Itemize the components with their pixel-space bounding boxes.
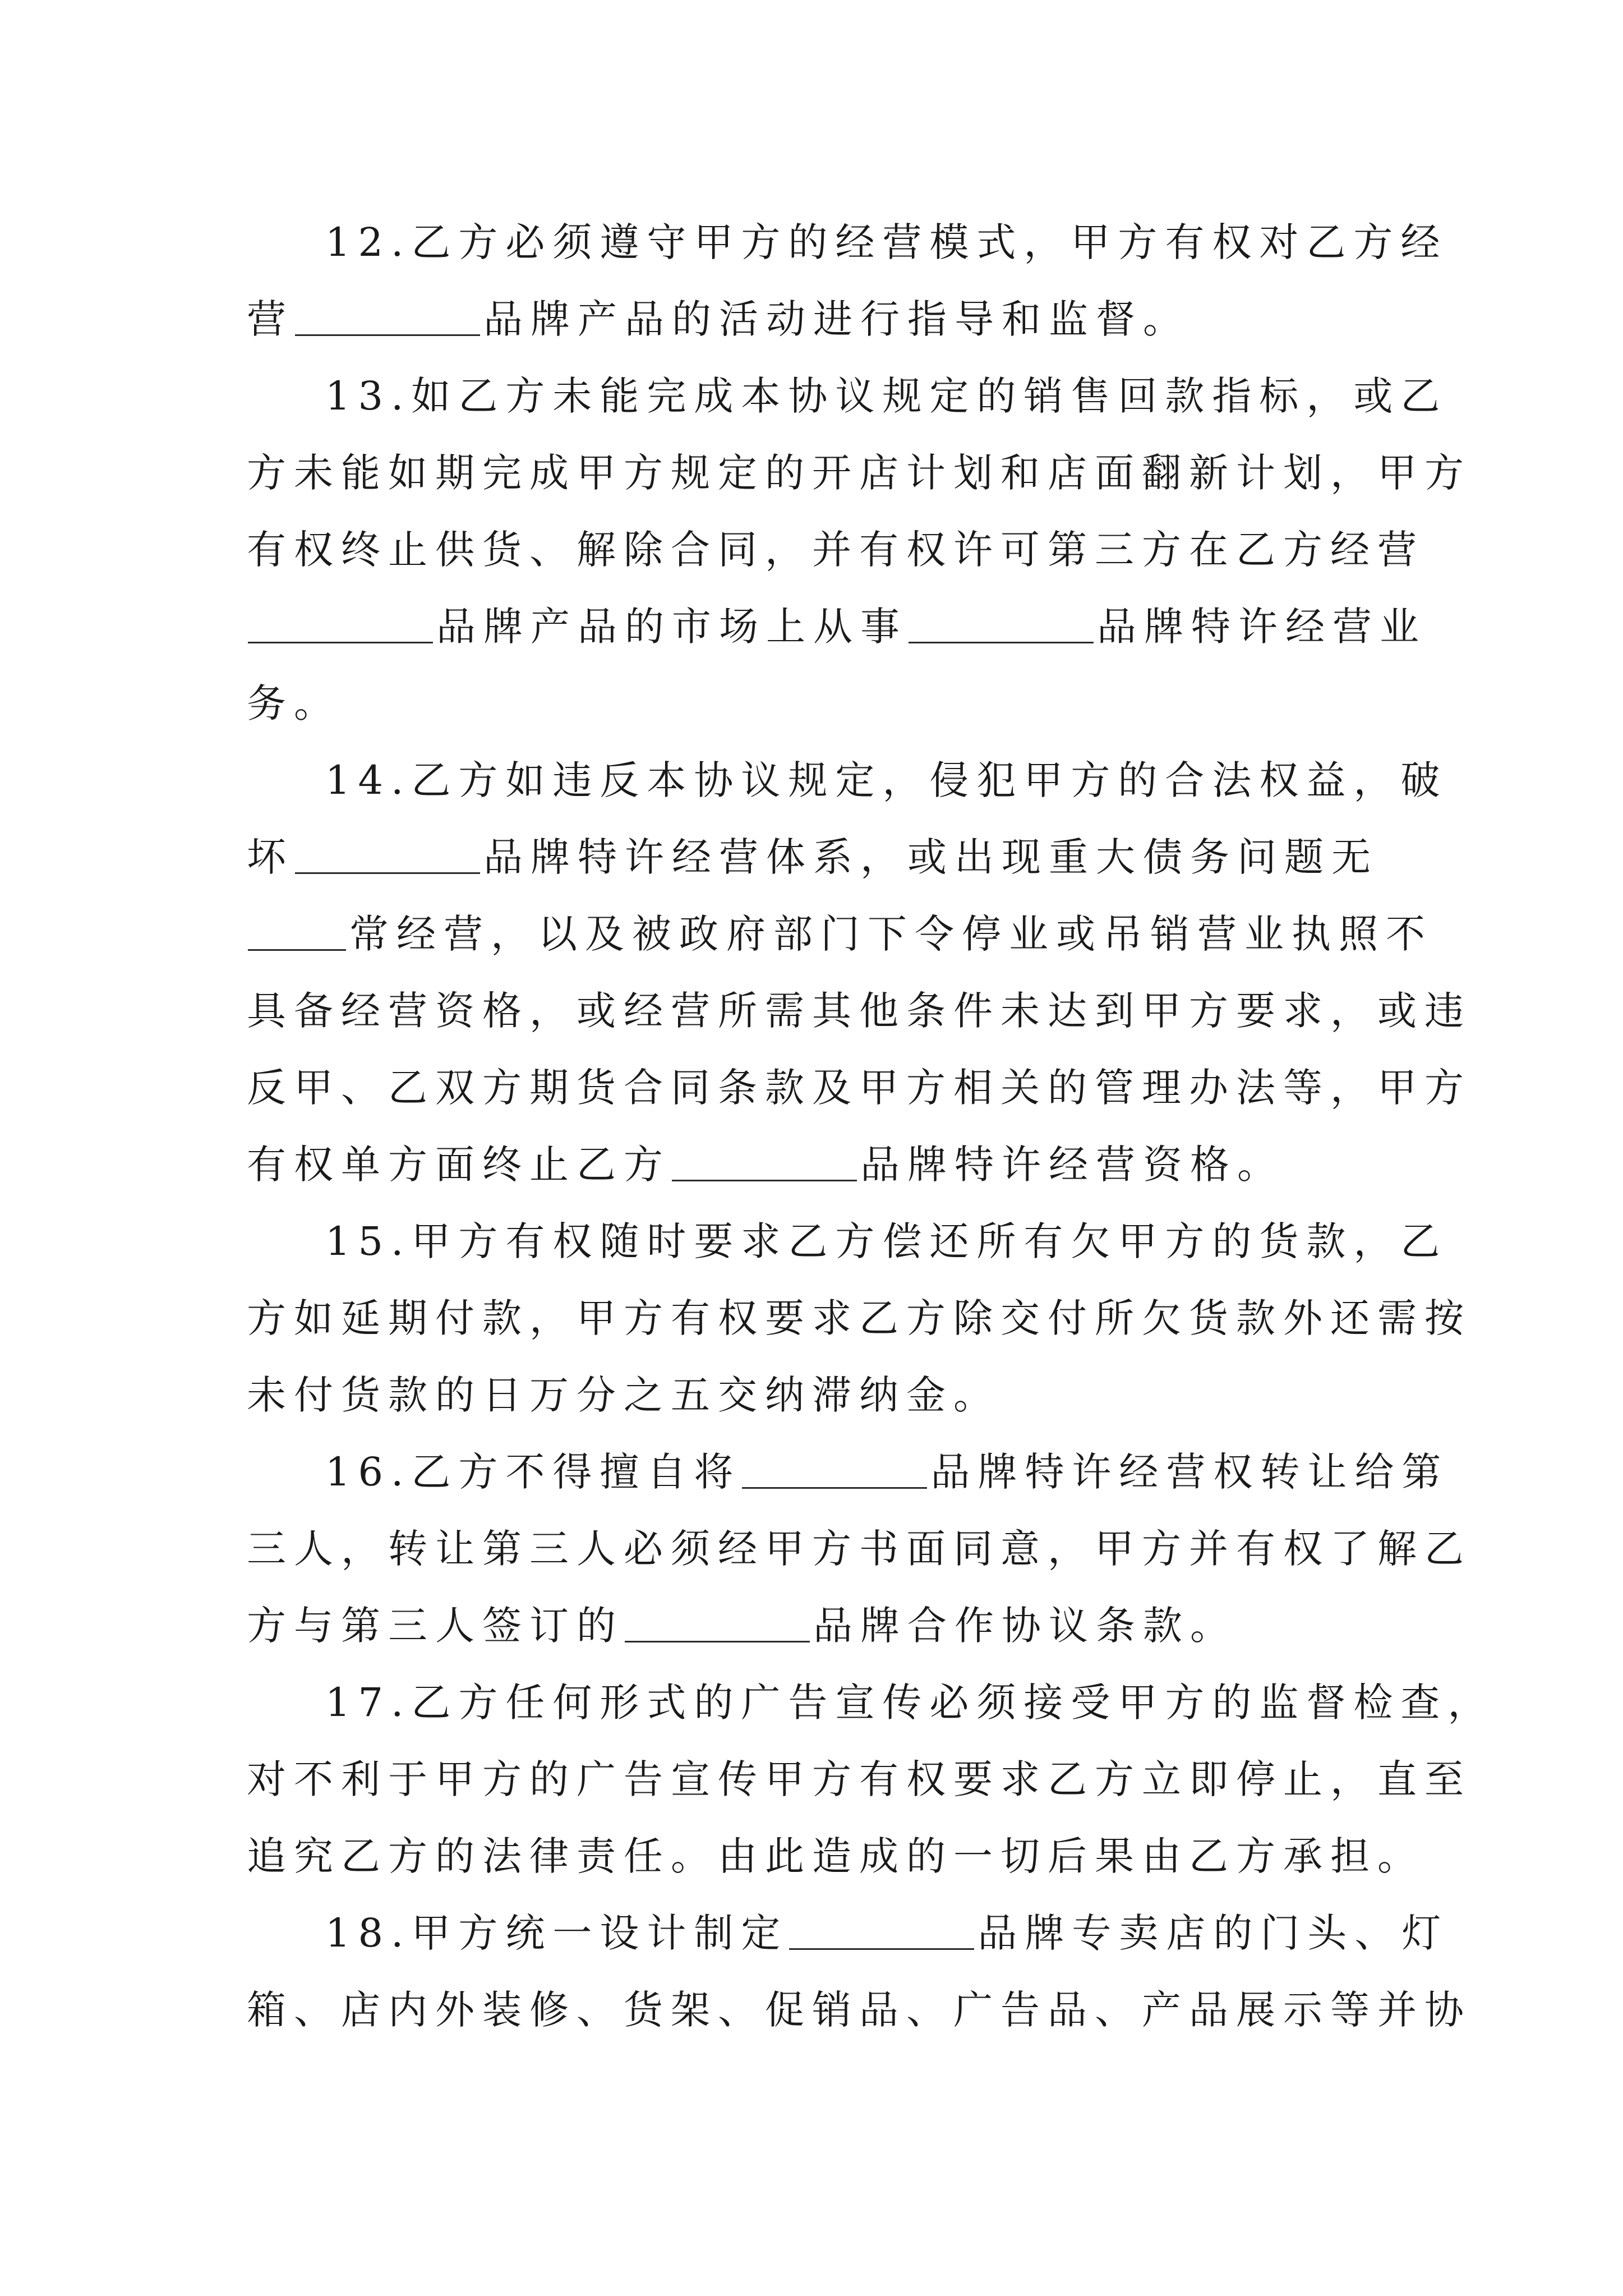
- text-segment: 坏: [247, 834, 294, 880]
- clause-14-line-4: [247, 977, 1472, 1045]
- clause-17-line-1: [325, 1669, 1495, 1736]
- text-segment: 对不利于甲方的广告宣传甲方有权要求乙方立即停止，直至: [247, 1756, 1472, 1802]
- clause-14-line-5: [247, 1054, 1472, 1121]
- text-segment: 18.甲方统一设计制定: [325, 1910, 789, 1956]
- clause-13-line-5: [247, 670, 1391, 737]
- text-segment: 17.乙方任何形式的广告宣传必须接受甲方的监督检查，: [325, 1680, 1495, 1726]
- clause-17-line-3: [247, 1823, 1424, 1890]
- clause-13-line-1: [325, 362, 1448, 430]
- clause-18-line-2: [247, 1976, 1472, 2044]
- clause-18-line-1: [325, 1899, 1449, 1967]
- text-segment: 三人，转让第三人必须经甲方书面同意，甲方并有权了解乙: [247, 1526, 1472, 1572]
- text-segment: 品牌产品的活动进行指导和监督。: [483, 296, 1190, 342]
- clause-16-line-1: [325, 1438, 1449, 1506]
- clause-14-line-1: [325, 747, 1448, 814]
- text-segment: 12.乙方必须遵守甲方的经营模式，甲方有权对乙方经: [325, 219, 1448, 265]
- text-segment: 品牌特许经营业: [1097, 604, 1427, 650]
- clause-14-line-6: [247, 1131, 1391, 1198]
- blank-underline: [625, 1602, 810, 1642]
- clause-14-line-2: [247, 823, 1391, 891]
- text-segment: 具备经营资格，或经营所需其他条件未达到甲方要求，或违: [247, 988, 1472, 1034]
- blank-underline: [742, 1448, 927, 1489]
- text-segment: 未付货款的日万分之五交纳滞纳金。: [247, 1372, 1000, 1418]
- text-segment: 务。: [247, 680, 341, 726]
- clause-13-line-3: [247, 516, 1424, 583]
- text-segment: 反甲、乙双方期货合同条款及甲方相关的管理办法等，甲方: [247, 1065, 1472, 1111]
- blank-underline: [909, 602, 1094, 643]
- text-segment: 品牌特许经营资格。: [860, 1142, 1284, 1188]
- text-segment: 方与第三人签订的: [247, 1603, 624, 1649]
- clause-16-line-3: [247, 1592, 1391, 1659]
- blank-underline: [248, 602, 433, 643]
- text-segment: 方如延期付款，甲方有权要求乙方除交付所欠货款外还需按: [247, 1295, 1472, 1341]
- text-segment: 营: [247, 296, 294, 342]
- clause-13-line-2: [247, 439, 1472, 507]
- blank-underline: [295, 833, 480, 874]
- text-segment: 追究乙方的法律责任。由此造成的一切后果由乙方承担。: [247, 1833, 1424, 1879]
- clause-16-line-2: [247, 1515, 1472, 1582]
- clause-12-line-1: [325, 209, 1448, 276]
- text-segment: 品牌特许经营权转让给第: [930, 1449, 1449, 1495]
- blank-underline: [248, 910, 346, 951]
- text-segment: 有权单方面终止乙方: [247, 1142, 671, 1188]
- text-segment: 品牌产品的市场上从事: [436, 604, 907, 650]
- blank-underline: [789, 1909, 974, 1950]
- text-segment: 方未能如期完成甲方规定的开店计划和店面翻新计划，甲方: [247, 450, 1472, 496]
- text-segment: 有权终止供货、解除合同，并有权许可第三方在乙方经营: [247, 527, 1424, 573]
- clause-12-line-2: [247, 286, 1391, 353]
- text-segment: 品牌专卖店的门头、灯: [978, 1910, 1449, 1956]
- text-segment: 13.如乙方未能完成本协议规定的销售回款指标，或乙: [325, 373, 1448, 419]
- clause-15-line-2: [247, 1285, 1472, 1352]
- clause-15-line-3: [247, 1361, 1391, 1429]
- clause-14-line-3: [247, 900, 1433, 968]
- text-segment: 品牌合作协议条款。: [813, 1603, 1237, 1649]
- text-segment: 15.甲方有权随时要求乙方偿还所有欠甲方的货款，乙: [325, 1218, 1448, 1264]
- clause-17-line-2: [247, 1746, 1472, 1813]
- text-segment: 箱、店内外装修、货架、促销品、广告品、产品展示等并协: [247, 1987, 1472, 2033]
- text-segment: 16.乙方不得擅自将: [325, 1449, 741, 1495]
- text-segment: 常经营，以及被政府部门下令停业或吊销营业执照不: [349, 911, 1433, 957]
- clause-13-line-4: [247, 593, 1427, 660]
- text-segment: 14.乙方如违反本协议规定，侵犯甲方的合法权益，破: [325, 757, 1448, 803]
- clause-15-line-1: [325, 1208, 1448, 1275]
- blank-underline: [672, 1140, 857, 1181]
- blank-underline: [295, 295, 480, 336]
- text-segment: 品牌特许经营体系，或出现重大债务问题无: [483, 834, 1378, 880]
